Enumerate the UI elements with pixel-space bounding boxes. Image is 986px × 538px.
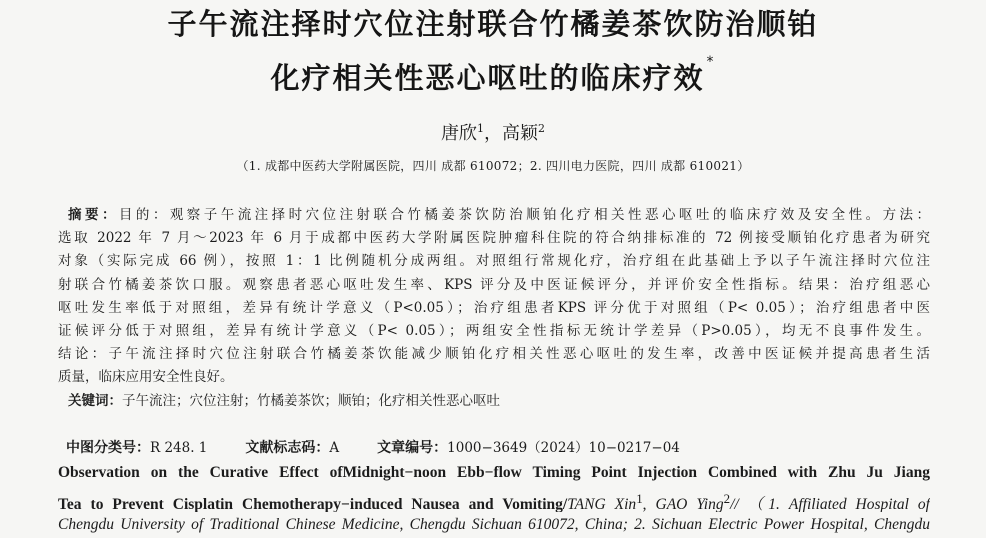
abstract-label: 摘要： [68, 207, 119, 223]
keywords-label: 关键词： [68, 392, 122, 409]
classification-line [66, 436, 680, 457]
keywords-line [58, 390, 930, 413]
abstract-line-8: 质量，临床应用安全性良好。 [58, 369, 234, 386]
english-abstract-header [58, 460, 930, 538]
article-number-value: 1000−3649（2024）10−0217−04 [447, 440, 680, 456]
author-1-affil-mark: 1 [477, 122, 484, 135]
english-affil-line [58, 512, 930, 538]
affiliation-line: （1. 成都中医药大学附属医院，四川 成都 610072；2. 四川电力医院，四川 成都 610021） [236, 159, 750, 173]
abstract-line-2: 选取 2022 年 7 月～2023 年 6 月于成都中医药大学附属医院肿瘤科住院的符合纳排标准的 72 例接受顺铂化疗患者为研究 [58, 230, 930, 247]
abstract-line-5: 呕吐发生率低于对照组，差异有统计学意义（P<0.05）；治疗组患者KPS 评分优于对照组（P< 0.05）；治疗组患者中医 [58, 299, 930, 316]
english-title-text-1: Observation on the Curative Effect ofMidnight−noon Ebb−flow Timing Point Injection Combined with Zhu Ju Jiang [58, 464, 930, 481]
doc-code-label: 文献标志码： [245, 440, 330, 456]
title-footnote-star: * [706, 54, 716, 70]
english-affil-start: // （1. Affiliated Hospital of [730, 496, 930, 512]
english-author-1-mark: 1 [636, 491, 643, 506]
author-2-affil-mark: 2 [538, 122, 545, 135]
abstract-line-4: 射联合竹橘姜茶饮口服。观察患者恶心呕吐发生率、KPS 评分及中医证候评分，并评价安全性指标。结果：治疗组恶心 [58, 276, 930, 293]
english-author-2: GAO Ying [655, 496, 724, 512]
english-title-line-1 [58, 460, 930, 486]
clc-label: 中图分类号： [66, 440, 150, 456]
english-title-text-2: Tea to Prevent Cisplatin Chemotherapy−induced Nausea and Vomiting/ [58, 496, 568, 512]
abstract-block [58, 204, 930, 413]
english-author-1: TANG Xin [567, 496, 637, 512]
abstract-line-1 [58, 204, 930, 227]
paper-title-line-1: 子午流注择时穴位注射联合竹橘姜茶饮防治顺铂 [167, 7, 819, 41]
clc-value: R 248. 1 [150, 440, 208, 456]
abstract-line-6: 证候评分低于对照组，差异有统计学意义（P< 0.05）；两组安全性指标无统计学差异（P>0.05），均无不良事件发生。 [58, 322, 930, 339]
article-number-label: 文章编号： [377, 440, 448, 456]
author-list [0, 119, 986, 145]
english-title-line-2: Tea to Prevent Cisplatin Chemotherapy−induced Nausea and Vomiting/TANG Xin$^1$, GAO Ying$^2$// （1. Affiliated Hospital of [58, 491, 930, 512]
abstract-text-1: 目的：观察子午流注择时穴位注射联合竹橘姜茶饮防治顺铂化疗相关性恶心呕吐的临床疗效及安全性。方法： [118, 207, 930, 223]
english-affil-text: Chengdu University of Traditional Chinese Medicine, Chengdu Sichuan 610072, China; 2. Sichuan Electric Power Hospital, Chengdu [58, 516, 930, 533]
keywords-text: 子午流注；穴位注射；竹橘姜茶饮；顺铂；化疗相关性恶心呕吐 [122, 392, 500, 409]
author-name-1: 唐欣 [441, 123, 477, 144]
doc-code-value: A [329, 440, 340, 456]
abstract-line-3: 对象（实际完成 66 例），按照 1：1 比例随机分成两组。对照组行常规化疗，治疗组在此基础上予以子午流注择时穴位注 [58, 253, 930, 270]
author-separator: ， [484, 123, 502, 144]
abstract-line-7: 结论：子午流注择时穴位注射联合竹橘姜茶饮能减少顺铂化疗相关性恶心呕吐的发生率，改善中医证候并提高患者生活 [58, 346, 930, 363]
english-author-2-mark: 2 [723, 491, 731, 506]
paper-title-line-2-text: 化疗相关性恶心呕吐的临床疗效 [270, 61, 705, 95]
paper-title-line-2 [0, 56, 986, 97]
author-name-2: 高颖 [502, 123, 538, 144]
